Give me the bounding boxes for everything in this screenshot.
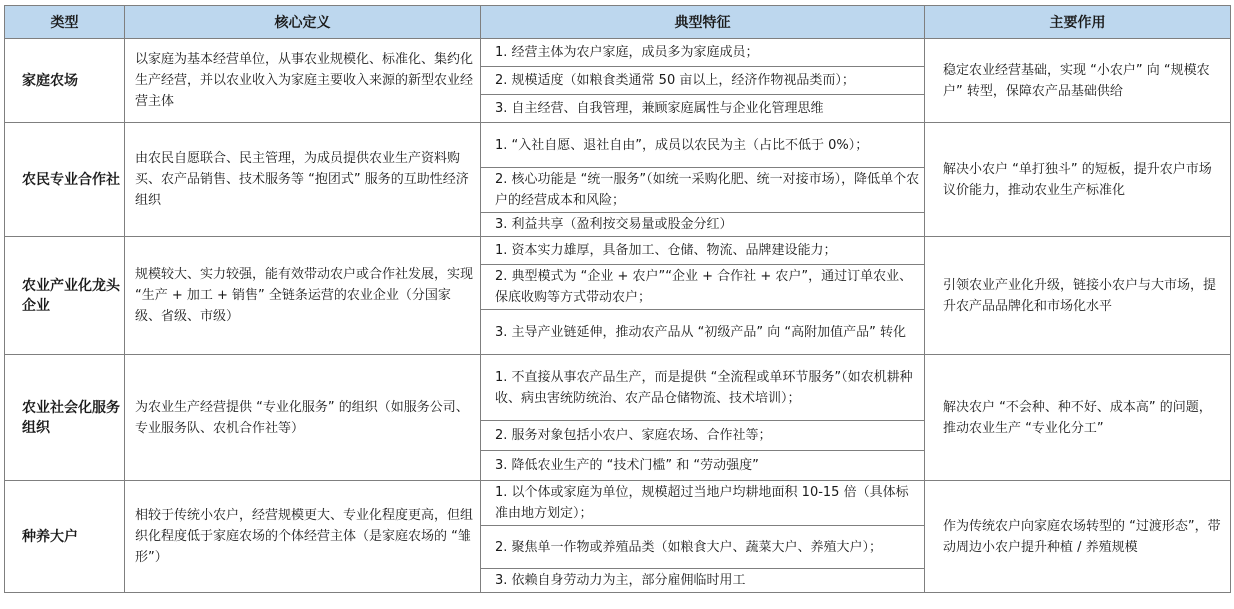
table-row <box>5 355 1231 421</box>
entity-role: 作为传统农户向家庭农场转型的 “过渡形态”，带动周边小农户提升种植 / 养殖规模 <box>925 481 1231 593</box>
feature-item: 3. 自主经营、自我管理，兼顾家庭属性与企业化管理思维 <box>481 95 925 123</box>
feature-item: 1. 经营主体为农户家庭，成员多为家庭成员； <box>481 39 925 67</box>
agri-entity-table <box>4 5 1231 593</box>
entity-type: 家庭农场 <box>5 39 125 123</box>
entity-type: 种养大户 <box>5 481 125 593</box>
entity-role: 引领农业产业化升级，链接小农户与大市场，提升农产品品牌化和市场化水平 <box>925 237 1231 355</box>
table-row <box>5 39 1231 67</box>
entity-role: 稳定农业经营基础，实现 “小农户” 向 “规模农户” 转型，保障农产品基础供给 <box>925 39 1231 123</box>
entity-type: 农民专业合作社 <box>5 123 125 237</box>
entity-role: 解决农户 “不会种、种不好、成本高” 的问题，推动农业生产 “专业化分工” <box>925 355 1231 481</box>
feature-item: 3. 依赖自身劳动力为主，部分雇佣临时用工 <box>481 569 925 593</box>
feature-item: 3. 降低农业生产的 “技术门槛” 和 “劳动强度” <box>481 451 925 481</box>
entity-definition: 规模较大、实力较强，能有效带动农户或合作社发展，实现 “生产 + 加工 + 销售” 全链条运营的农业企业（分国家级、省级、市级） <box>125 237 481 355</box>
entity-type: 农业产业化龙头企业 <box>5 237 125 355</box>
entity-definition: 为农业生产经营提供 “专业化服务” 的组织（如服务公司、专业服务队、农机合作社等） <box>125 355 481 481</box>
feature-item: 3. 利益共享（盈利按交易量或股金分红） <box>481 213 925 237</box>
header-definition: 核心定义 <box>125 6 481 39</box>
feature-item: 2. 核心功能是 “统一服务”（如统一采购化肥、统一对接市场），降低单个农户的经营成本和风险； <box>481 168 925 213</box>
feature-item: 3. 主导产业链延伸，推动农产品从 “初级产品” 向 “高附加值产品” 转化 <box>481 310 925 355</box>
table-row <box>5 123 1231 168</box>
feature-item: 1. 以个体或家庭为单位，规模超过当地户均耕地面积 10-15 倍（具体标准由地方划定）； <box>481 481 925 526</box>
feature-item: 1. “入社自愿、退社自由”，成员以农民为主（占比不低于 0%）； <box>481 123 925 168</box>
entity-definition: 以家庭为基本经营单位，从事农业规模化、标准化、集约化生产经营，并以农业收入为家庭主要收入来源的新型农业经营主体 <box>125 39 481 123</box>
entity-definition: 由农民自愿联合、民主管理，为成员提供农业生产资料购买、农产品销售、技术服务等 “抱团式” 服务的互助性经济组织 <box>125 123 481 237</box>
feature-item: 2. 规模适度（如粮食类通常 50 亩以上，经济作物视品类而）； <box>481 67 925 95</box>
feature-item: 1. 资本实力雄厚，具备加工、仓储、物流、品牌建设能力； <box>481 237 925 265</box>
header-role: 主要作用 <box>925 6 1231 39</box>
header-row <box>5 6 1231 39</box>
feature-item: 2. 典型模式为 “企业 + 农户”“企业 + 合作社 + 农户”，通过订单农业、保底收购等方式带动农户； <box>481 265 925 310</box>
entity-role: 解决小农户 “单打独斗” 的短板，提升农户市场议价能力，推动农业生产标准化 <box>925 123 1231 237</box>
entity-type: 农业社会化服务组织 <box>5 355 125 481</box>
entity-definition: 相较于传统小农户，经营规模更大、专业化程度更高，但组织化程度低于家庭农场的个体经营主体（是家庭农场的 “雏形”） <box>125 481 481 593</box>
header-features: 典型特征 <box>481 6 925 39</box>
feature-item: 2. 服务对象包括小农户、家庭农场、合作社等； <box>481 421 925 451</box>
header-type: 类型 <box>5 6 125 39</box>
feature-item: 1. 不直接从事农产品生产，而是提供 “全流程或单环节服务”（如农机耕种收、病虫害统防统治、农产品仓储物流、技术培训）； <box>481 355 925 421</box>
table-row <box>5 481 1231 526</box>
feature-item: 2. 聚焦单一作物或养殖品类（如粮食大户、蔬菜大户、养殖大户）； <box>481 526 925 569</box>
table-row <box>5 237 1231 265</box>
